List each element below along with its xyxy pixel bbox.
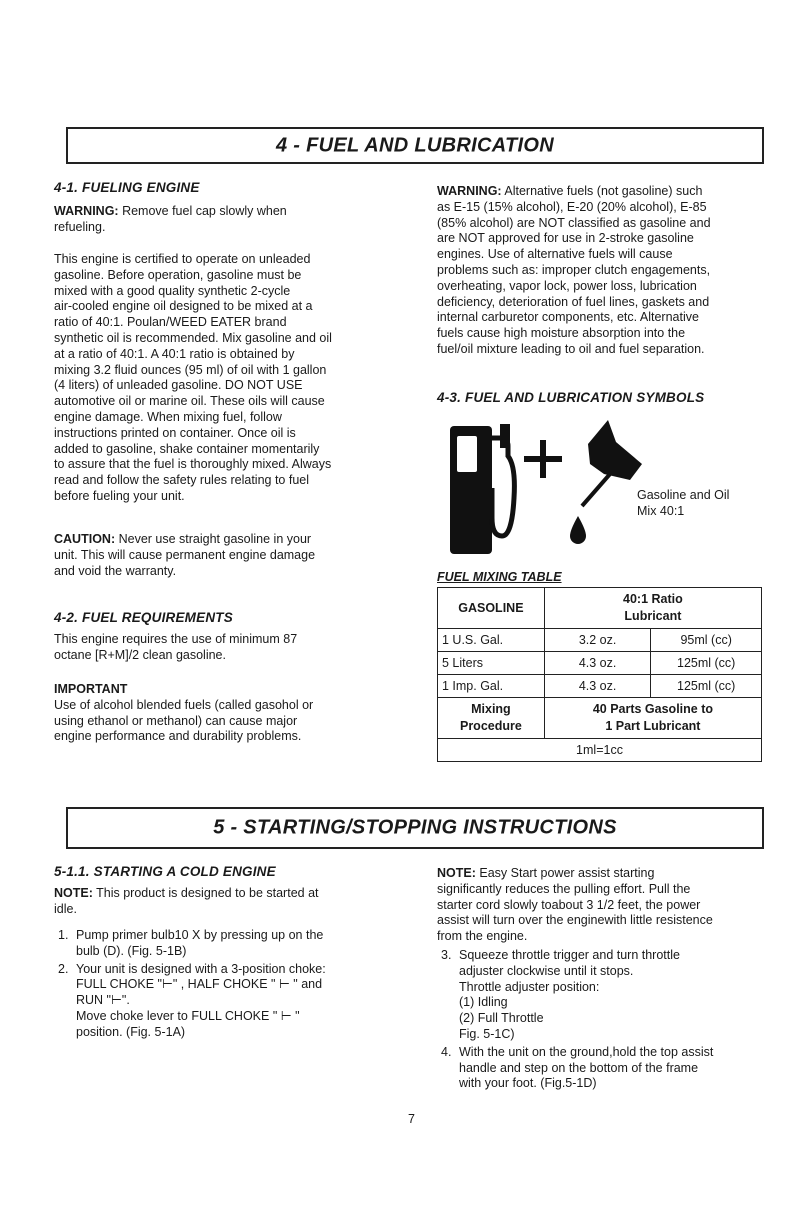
body-line: This engine is certified to operate on unleaded <box>54 252 311 266</box>
fuel-requirements-body <box>54 632 404 664</box>
cell-oz: 3.2 oz. <box>544 629 651 652</box>
warning-text: Alternative fuels (not gasoline) such <box>504 184 703 198</box>
start-steps-right <box>437 948 772 1094</box>
fuel-pump-icon <box>450 424 514 554</box>
step-line: with your foot. (Fig.5-1D) <box>459 1076 597 1091</box>
table-caption: FUEL MIXING TABLE <box>437 570 562 584</box>
cell-oz: 4.3 oz. <box>544 652 651 675</box>
cold-start-note <box>54 886 404 918</box>
note-line: assist will turn over the enginewith little resistence <box>437 913 713 928</box>
warning-label: WARNING: <box>437 184 502 198</box>
body-line: octane [R+M]/2 clean gasoline. <box>54 647 226 662</box>
warning-text: Remove fuel cap slowly when <box>122 204 287 218</box>
body-line: to assure that the fuel is thoroughly mixed. Always <box>54 457 332 472</box>
body-line: (4 liters) of unleaded gasoline. DO NOT USE <box>54 378 303 393</box>
fuel-mixing-table <box>437 587 762 762</box>
oil-drop-icon <box>570 516 586 544</box>
warning-line: problems such as: improper clutch engagements, <box>437 262 711 277</box>
header-ratio-l1: 40:1 Ratio <box>623 592 683 606</box>
step-line: Your unit is designed with a 3-position choke: <box>76 961 326 976</box>
heading-4-3: 4-3. FUEL AND LUBRICATION SYMBOLS <box>437 390 705 405</box>
step-1 <box>54 928 404 960</box>
caution-text: Never use straight gasoline in your <box>118 532 312 546</box>
body-line: automotive oil or marine oil. These oils will cause <box>54 394 325 409</box>
table-row <box>438 652 762 675</box>
mixing-l1: Mixing <box>471 702 511 716</box>
easy-start-note <box>437 866 772 945</box>
mixing-procedure-label <box>438 698 545 739</box>
step-4 <box>437 1045 772 1092</box>
warning-text-2: refueling. <box>54 219 106 234</box>
fueling-body <box>54 252 414 505</box>
table-header-row <box>438 588 762 629</box>
note-line: starter cord slowly toabout 3 1/2 feet, the power <box>437 897 701 912</box>
cell-gasoline: 5 Liters <box>438 652 545 675</box>
step-line: Move choke lever to FULL CHOKE " ⊢ " <box>76 1008 300 1023</box>
warning-line: are NOT approved for use in 2-stroke gasoline <box>437 231 694 246</box>
warning-line: overheating, vapor lock, power loss, lubrication <box>437 278 697 293</box>
table-footer-row <box>438 739 762 762</box>
section-4-title: 4 - FUEL AND LUBRICATION <box>276 134 554 156</box>
body-line: engine damage. When mixing fuel, follow <box>54 409 282 424</box>
step-line: Pump primer bulb10 X by pressing up on the <box>76 928 324 942</box>
cell-ml: 125ml (cc) <box>651 675 762 698</box>
step-number: 3. <box>441 948 452 962</box>
cold-start-steps <box>54 928 404 1043</box>
body-line: mixing 3.2 fluid ounces (95 ml) of oil with 1 gallon <box>54 362 327 377</box>
cell-gasoline: 1 Imp. Gal. <box>438 675 545 698</box>
section-4-header <box>66 127 764 164</box>
note-label: NOTE: <box>54 886 93 900</box>
plus-icon <box>524 440 562 478</box>
oil-can-icon <box>582 420 642 506</box>
note-text-2: idle. <box>54 901 77 916</box>
symbol-caption <box>637 488 777 520</box>
step-3 <box>437 948 772 1043</box>
mixing-procedure-value <box>544 698 761 739</box>
parts-l1: 40 Parts Gasoline to <box>592 702 713 716</box>
page-number: 7 <box>408 1112 415 1126</box>
body-line: read and follow the safety rules relating to fuel <box>54 473 310 488</box>
body-line: gasoline. Before operation, gasoline must be <box>54 267 302 282</box>
step-line: Throttle adjuster position: <box>459 979 600 994</box>
cell-gasoline: 1 U.S. Gal. <box>438 629 545 652</box>
heading-4-2: 4-2. FUEL REQUIREMENTS <box>54 610 233 625</box>
warning-line: engines. Use of alternative fuels will cause <box>437 247 673 262</box>
step-line: FULL CHOKE "⊢" , HALF CHOKE " ⊢ " and <box>76 977 323 992</box>
body-line: added to gasoline, shake container momentarily <box>54 441 320 456</box>
step-line: (2) Full Throttle <box>459 1011 544 1026</box>
important-line: engine performance and durability problems. <box>54 729 302 744</box>
step-line: adjuster clockwise until it stops. <box>459 963 634 978</box>
note-line: from the engine. <box>437 929 528 944</box>
step-line: (1) Idling <box>459 995 508 1010</box>
body-line: at a ratio of 40:1. A 40:1 ratio is obtained by <box>54 346 295 361</box>
mixing-l2: Procedure <box>459 719 522 733</box>
step-line: Fig. 5-1C) <box>459 1026 515 1041</box>
table-mixing-row <box>438 698 762 739</box>
note-line: significantly reduces the pulling effort. Pull the <box>437 881 691 896</box>
step-line: position. (Fig. 5-1A) <box>76 1024 186 1039</box>
section-5-header <box>66 807 764 849</box>
warning-line: (85% alcohol) are NOT classified as gasoline and <box>437 215 711 230</box>
step-line: RUN "⊢". <box>76 993 130 1008</box>
symbol-caption-line: Mix 40:1 <box>637 503 685 518</box>
body-line: ratio of 40:1. Poulan/WEED EATER brand <box>54 315 287 330</box>
step-line: bulb (D). (Fig. 5-1B) <box>76 943 187 958</box>
heading-4-1: 4-1. FUELING ENGINE <box>54 180 200 195</box>
symbol-caption-line: Gasoline and Oil <box>637 488 730 502</box>
section-5-title: 5 - STARTING/STOPPING INSTRUCTIONS <box>213 816 617 839</box>
caution-line: unit. This will cause permanent engine damage <box>54 547 316 562</box>
heading-5-1-1: 5-1.1. STARTING A COLD ENGINE <box>54 864 276 879</box>
step-line: handle and step on the bottom of the frame <box>459 1060 699 1075</box>
warning-line: fuel/oil mixture leading to oil and fuel separation. <box>437 341 705 356</box>
step-number: 1. <box>58 928 69 942</box>
step-number: 4. <box>441 1044 452 1059</box>
note-label: NOTE: <box>437 866 476 880</box>
step-number: 2. <box>58 961 69 976</box>
important-line: using ethanol or methanol) can cause major <box>54 713 298 728</box>
header-ratio-l2: Lubricant <box>624 609 682 623</box>
body-line: instructions printed on container. Once oil is <box>54 425 296 440</box>
note-text: This product is designed to be started at <box>96 886 319 900</box>
body-line: before fueling your unit. <box>54 488 185 503</box>
warning-line: as E-15 (15% alcohol), E-20 (20% alcohol), E-85 <box>437 199 707 214</box>
cell-ml: 125ml (cc) <box>651 652 762 675</box>
step-line: With the unit on the ground,hold the top assist <box>459 1044 714 1059</box>
header-gasoline: GASOLINE <box>438 588 545 629</box>
body-line: mixed with a good quality synthetic 2-cycle <box>54 283 291 298</box>
step-line: Squeeze throttle trigger and turn throttle <box>459 948 680 962</box>
warning-line: deficiency, deterioration of fuel lines, gaskets and <box>437 294 710 309</box>
note-text: Easy Start power assist starting <box>479 866 655 880</box>
caution-line: and void the warranty. <box>54 563 177 578</box>
caution-label: CAUTION: <box>54 532 116 546</box>
table-row <box>438 629 762 652</box>
table-footer: 1ml=1cc <box>438 739 762 762</box>
header-ratio <box>544 588 761 629</box>
warning-line: internal carburetor components, etc. Alternative <box>437 310 699 325</box>
important-block <box>54 682 404 745</box>
fuel-oil-symbol <box>450 418 650 554</box>
alternative-fuels-warning <box>437 184 767 358</box>
parts-l2: 1 Part Lubricant <box>605 719 701 733</box>
body-line: This engine requires the use of minimum 87 <box>54 632 298 646</box>
warning-label: WARNING: <box>54 204 119 218</box>
table-row <box>438 675 762 698</box>
important-line: Use of alcohol blended fuels (called gasohol or <box>54 697 314 712</box>
body-line: air-cooled engine oil designed to be mixed at a <box>54 299 313 314</box>
important-label: IMPORTANT <box>54 682 128 696</box>
caution-block <box>54 532 404 579</box>
warning-line: fuels cause high moisture absorption into the <box>437 326 686 341</box>
cell-oz: 4.3 oz. <box>544 675 651 698</box>
fueling-warning <box>54 204 404 236</box>
body-line: synthetic oil is recommended. Mix gasoline and oil <box>54 330 332 345</box>
cell-ml: 95ml (cc) <box>651 629 762 652</box>
step-2 <box>54 962 404 1041</box>
